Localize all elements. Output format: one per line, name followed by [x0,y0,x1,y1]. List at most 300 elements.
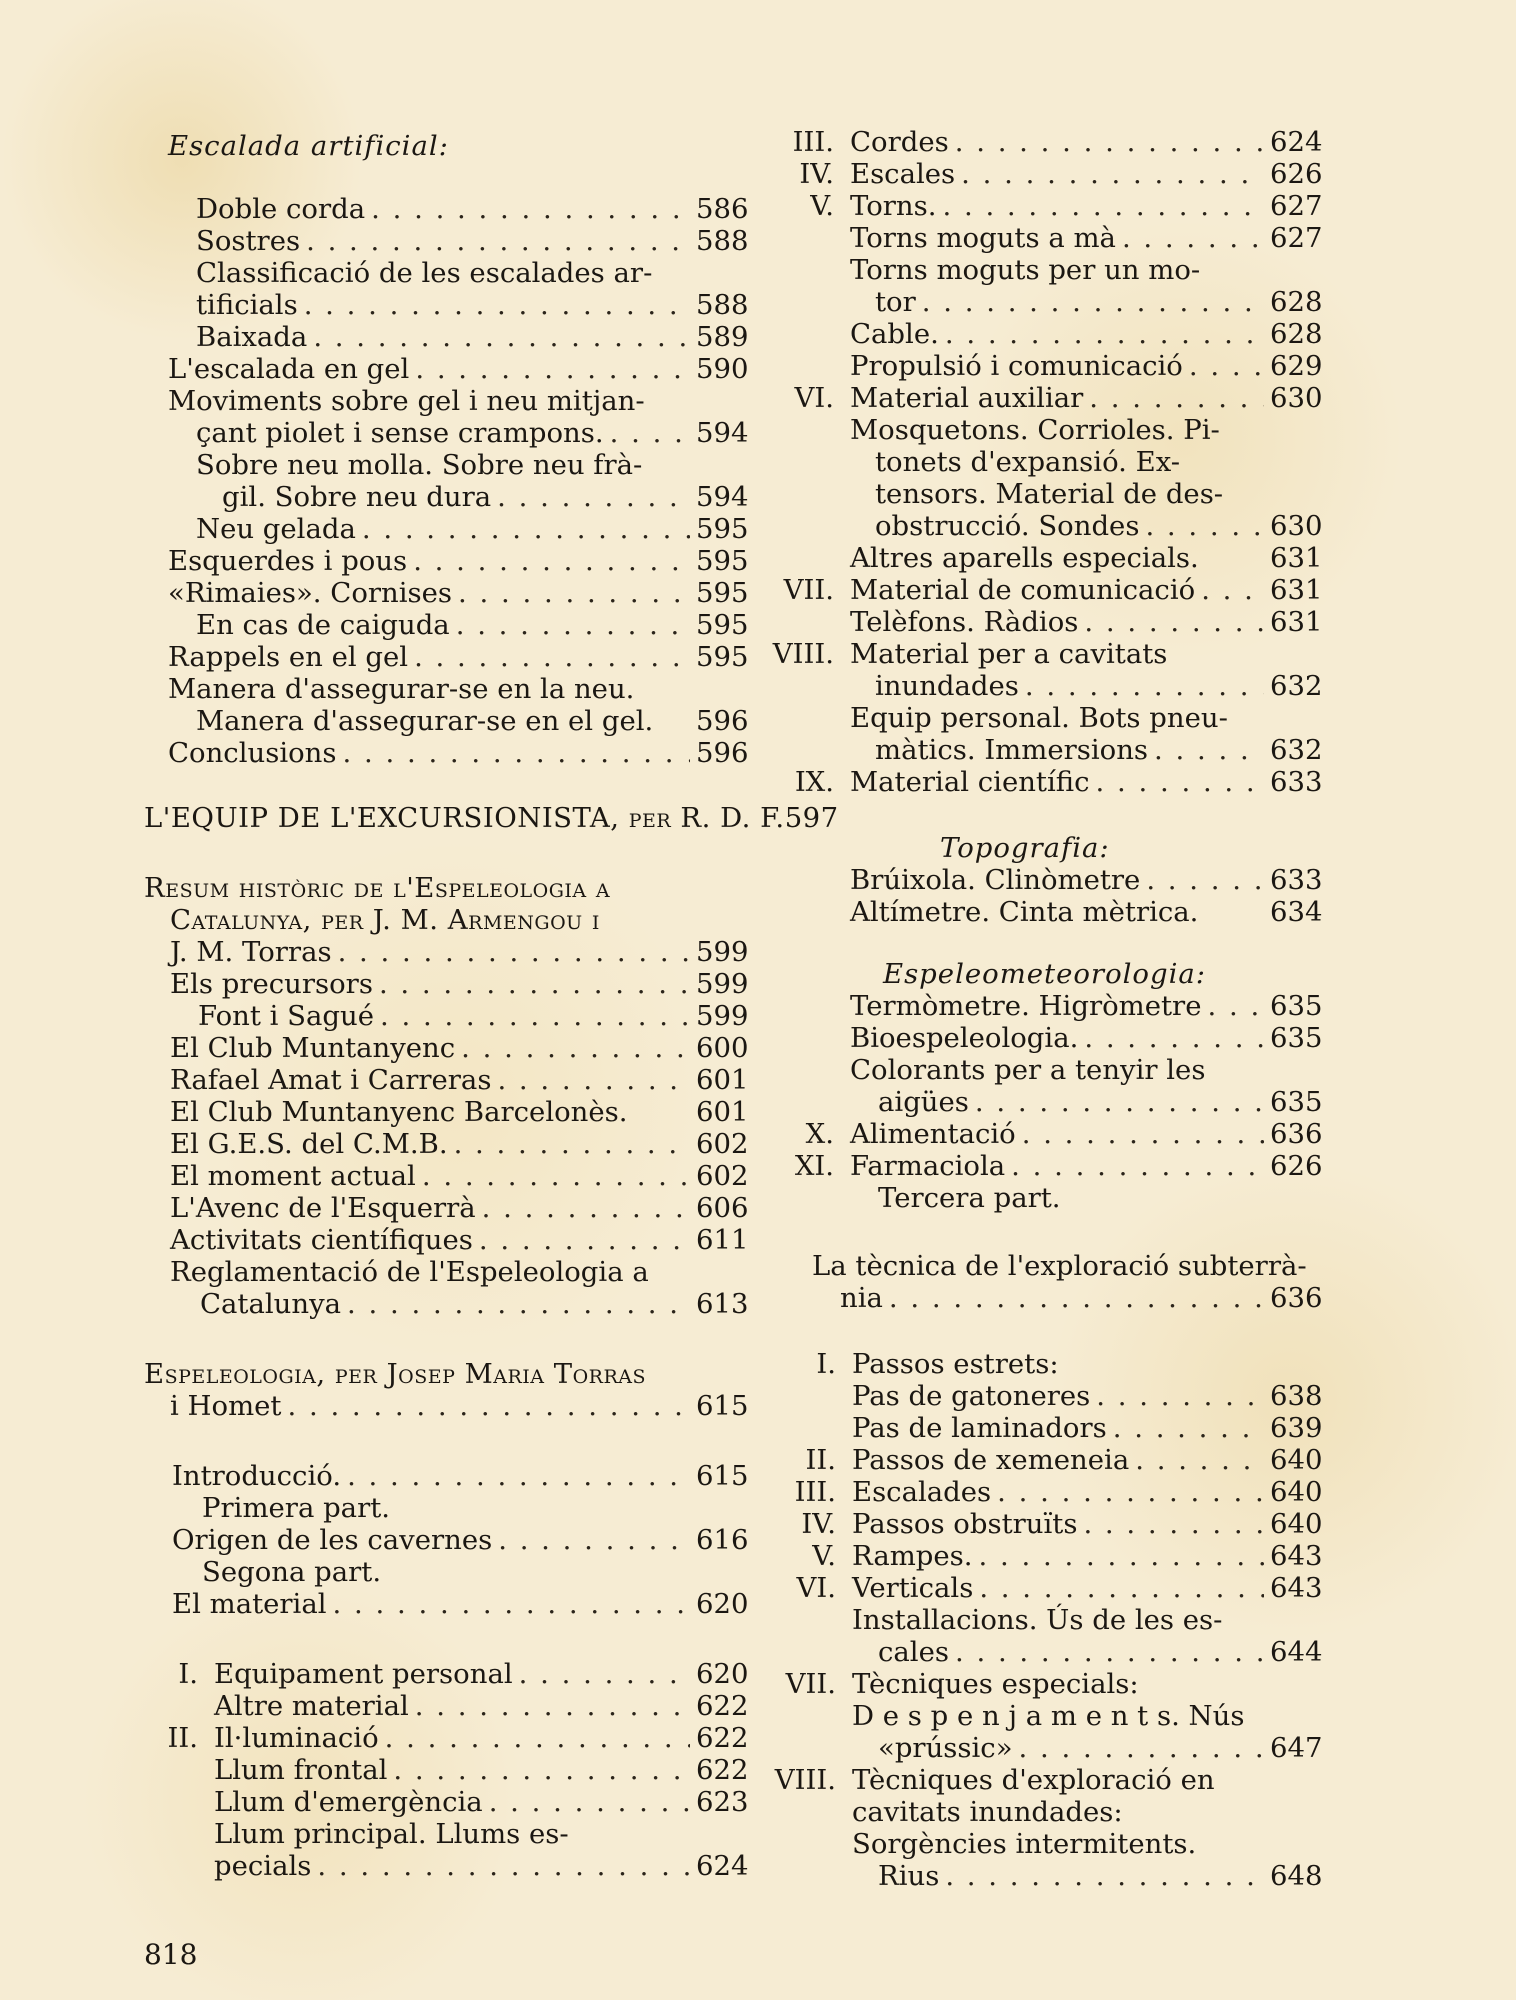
page-ref: 624 [1270,126,1323,158]
page-ref: 615 [696,1460,749,1492]
toc-entry [129,1786,749,1818]
entry-title: «prússic» [878,1732,1013,1764]
toc-entry [790,670,1323,702]
toc-entry [170,1160,749,1192]
dot-leader [479,1224,690,1256]
dot-leader [955,126,1264,158]
entry-title: Altre material [214,1690,409,1722]
toc-entry [765,222,1323,254]
dot-leader [945,318,1264,350]
toc-entry [765,864,1323,896]
entry-title: cales [878,1636,949,1668]
toc-entry [172,1588,749,1620]
toc-entry [196,289,749,321]
toc-entry [172,1460,749,1492]
entry-title: Escalades [852,1476,992,1508]
dot-leader [1207,990,1264,1022]
toc-entry [168,353,749,385]
toc-entry [765,1118,1323,1150]
toc-entry [170,1064,749,1096]
dot-leader [338,936,690,968]
toc-entry [812,1250,1316,1282]
page-ref: 647 [1270,1732,1323,1764]
toc-entry [767,1796,1316,1828]
section-numeral: III. [794,1476,836,1508]
entry-title: Baixada [196,321,308,353]
dot-leader [498,1524,690,1556]
entry-title: gil. Sobre neu dura [222,481,492,513]
toc-heading: Espeleometeorologia: [883,958,1207,990]
toc-entry [168,385,742,417]
page-ref: 601 [696,1064,749,1096]
entry-title: i Homet [170,1390,282,1422]
page-ref: 599 [696,968,749,1000]
toc-entry [129,1722,749,1754]
toc-entry [790,478,1316,510]
section-numeral: VI. [796,1572,836,1604]
dot-leader [333,1588,690,1620]
dot-leader [497,1064,690,1096]
toc-entry [765,1022,1323,1054]
toc-entry [765,158,1323,190]
dot-leader [489,1786,690,1818]
page-ref: 599 [696,1000,749,1032]
entry-title: Llum d'emergència [214,1786,483,1818]
dot-leader [889,1282,1264,1314]
entry-title: Catalunya, per J. M. Armengou i [170,904,600,936]
section-numeral: I. [816,1348,836,1380]
page-ref: 636 [1270,1118,1323,1150]
entry-title: Resum històric de l'Espeleologia a [144,872,611,904]
dot-leader [922,286,1264,318]
page-ref: 613 [696,1288,749,1320]
entry-title: Segona part. [202,1556,382,1588]
dot-leader [1083,1508,1264,1540]
toc-entry [222,481,749,513]
toc-entry [202,1492,742,1524]
page-ref: 640 [1270,1508,1323,1540]
entry-title: Cordes [850,126,949,158]
dot-leader [997,1476,1264,1508]
section-numeral: II. [167,1722,198,1754]
dot-leader [942,190,1264,222]
toc-entry [765,574,1323,606]
entry-title: Passos obstruïts [852,1508,1078,1540]
entry-title: Doble corda [196,193,366,225]
dot-leader [975,1086,1264,1118]
toc-entry [793,1182,1316,1214]
entry-title: El moment actual [170,1160,416,1192]
dot-leader [1025,670,1264,702]
toc-entry [129,1754,749,1786]
entry-title: L'Avenc de l'Esquerrà [170,1192,476,1224]
toc-entry [196,321,749,353]
page-ref: 640 [1270,1476,1323,1508]
entry-title: tensors. Material de des- [875,478,1224,510]
entry-title: D e s p e n j a m e n t s. Nús [852,1700,1245,1732]
toc-entry [767,1604,1316,1636]
page-ref: 615 [696,1390,749,1422]
entry-title: Classificació de les escalades ar- [196,257,653,289]
entry-title: Verticals [852,1572,974,1604]
entry-title: cavitats inundades: [852,1796,1123,1828]
toc-entry [790,510,1323,542]
toc-entry [767,1508,1323,1540]
section-numeral: V. [810,190,834,222]
page-ref: 586 [696,193,749,225]
entry-title: Material científic [850,766,1090,798]
entry-title: tonets d'expansió. Ex- [875,446,1181,478]
page-ref: 590 [696,353,749,385]
dot-leader [413,545,690,577]
dot-leader [1122,222,1264,254]
toc-entry [200,1288,749,1320]
page-ref: 638 [1270,1380,1323,1412]
dot-leader [1011,1150,1264,1182]
dot-leader [414,641,690,673]
page-ref: 630 [1270,510,1323,542]
entry-title: Farmaciola [850,1150,1006,1182]
toc-entry [170,1192,749,1224]
dot-leader [1084,1022,1264,1054]
entry-title: Els precursors [170,968,373,1000]
heading-text: L'EQUIP DE L'EXCURSIONISTA, per R. D. F. [144,802,785,834]
page-ref: 622 [696,1722,749,1754]
toc-entry [765,1054,1316,1086]
page-ref: 636 [1270,1282,1323,1314]
dot-leader [1096,766,1264,798]
entry-title: Sostres [196,225,301,257]
entry-title: Font i Sagué [198,1000,374,1032]
toc-entry [765,382,1323,414]
entry-title: Llum principal. Llums es- [214,1818,569,1850]
toc-entry [767,1412,1323,1444]
dot-leader [287,1390,690,1422]
entry-title: Catalunya [200,1288,342,1320]
entry-title: Torns. [850,190,937,222]
toc-entry [170,904,742,936]
entry-title: Torns moguts a mà [850,222,1116,254]
toc-entry [170,1096,749,1128]
page-number: 818 [144,1938,198,1971]
page-ref: 630 [1270,382,1323,414]
page-ref: 626 [1270,1150,1323,1182]
dot-leader [497,481,690,513]
page-ref: 626 [1270,158,1323,190]
entry-title: L'escalada en gel [168,353,410,385]
toc-entry [790,734,1323,766]
page-ref: 616 [696,1524,749,1556]
dot-leader [317,1850,690,1882]
toc-entry [196,225,749,257]
dot-leader [347,1288,690,1320]
section-numeral: III. [792,126,834,158]
entry-title: Tècniques d'exploració en [852,1764,1215,1796]
section-numeral: IV. [801,1508,836,1540]
toc-entry [168,545,749,577]
page-ref: 644 [1270,1636,1323,1668]
toc-entry [168,641,749,673]
entry-title: Termòmetre. Higròmetre [850,990,1202,1022]
toc-entry [196,513,749,545]
dot-leader [385,1722,690,1754]
entry-title: Equip personal. Bots pneu- [850,702,1228,734]
page-ref: 594 [696,481,749,513]
page-ref: 643 [1270,1572,1323,1604]
toc-entry [170,1224,749,1256]
entry-title: El material [172,1588,327,1620]
entry-title: Material per a cavitats [850,638,1168,670]
toc-entry [765,190,1323,222]
dot-leader [1096,1380,1264,1412]
toc-entry [170,1128,749,1160]
entry-title: Moviments sobre gel i neu mitjan- [168,385,645,417]
dot-leader [456,609,690,641]
toc-entry [767,1700,1316,1732]
entry-title: El Club Muntanyenc [170,1032,456,1064]
entry-title: El Club Muntanyenc Barcelonès. [170,1096,628,1128]
toc-entry [168,737,749,769]
page-ref: 620 [696,1658,749,1690]
entry-title: Installacions. Ús de les es- [852,1604,1223,1636]
entry-title: Conclusions [168,737,337,769]
section-numeral: XI. [794,1150,834,1182]
toc-entry [790,286,1323,318]
page-ref: 600 [696,1032,749,1064]
toc-entry [793,1636,1323,1668]
toc-entry [767,1444,1323,1476]
dot-leader [1019,1732,1264,1764]
page-ref: 597 [784,802,839,834]
dot-leader [610,417,690,449]
dot-leader [1145,510,1264,542]
section-numeral: V. [812,1540,836,1572]
page-ref: 640 [1270,1444,1323,1476]
toc-entry [793,1086,1323,1118]
entry-title: pecials [214,1850,312,1882]
dot-leader [1113,1412,1264,1444]
toc-entry [196,257,742,289]
entry-title: Rius [878,1860,940,1892]
toc-entry [170,1032,749,1064]
entry-title: Rafael Amat i Carreras [170,1064,492,1096]
entry-title: aigües [878,1086,969,1118]
dot-leader [461,1032,690,1064]
entry-title: Torns moguts per un mo- [850,254,1201,286]
entry-title: nia [840,1282,883,1314]
toc-entry [765,702,1316,734]
dot-leader [454,1128,690,1160]
toc-entry [196,417,749,449]
entry-title: Mosquetons. Corrioles. Pi- [850,414,1220,446]
toc-heading: Escalada artificial: [168,130,449,162]
toc-entry [767,1572,1323,1604]
entry-title: En cas de caiguda [196,609,450,641]
entry-title: Passos estrets: [852,1348,1059,1380]
entry-title: Material de comunicació [850,574,1196,606]
toc-entry [765,318,1323,350]
entry-title: obstrucció. Sondes [875,510,1140,542]
toc-entry [144,1358,742,1390]
dot-leader [1189,350,1264,382]
page-ref: 622 [696,1690,749,1722]
toc-entry [790,446,1316,478]
page-ref: 632 [1270,670,1323,702]
page-ref: 622 [696,1754,749,1786]
section-numeral: VII. [785,1668,836,1700]
section-numeral: VIII. [774,1764,836,1796]
page-ref: 631 [1270,574,1323,606]
toc-entry [196,193,749,225]
entry-title: Propulsió i comunicació [850,350,1183,382]
dot-leader [422,1160,690,1192]
dot-leader [304,289,690,321]
toc-entry [767,1380,1323,1412]
page-ref: 639 [1270,1412,1323,1444]
toc-entry [765,990,1323,1022]
page-ref: 635 [1270,990,1323,1022]
entry-title: Neu gelada [196,513,356,545]
toc-entry [767,1348,1316,1380]
entry-title: Sorgències intermitents. [852,1828,1197,1860]
dot-leader [458,577,690,609]
page-ref: 635 [1270,1022,1323,1054]
page-ref: 595 [696,577,749,609]
page-ref: 599 [696,936,749,968]
entry-title: Brúixola. Clinòmetre [850,864,1141,896]
entry-title: Il·luminació [214,1722,379,1754]
entry-title: El G.E.S. del C.M.B. [170,1128,448,1160]
toc-entry [767,1668,1316,1700]
page-ref: 631 [1270,542,1323,574]
dot-leader [379,968,690,1000]
entry-title: Esquerdes i pous [168,545,408,577]
dot-leader [380,1000,690,1032]
page-ref: 648 [1270,1860,1323,1892]
toc-entry [168,673,742,705]
dot-leader [945,1860,1264,1892]
dot-leader [347,1460,690,1492]
entry-title: Activitats científiques [170,1224,473,1256]
page-ref: 588 [696,289,749,321]
entry-title: Sobre neu molla. Sobre neu frà- [196,449,643,481]
toc-entry [765,1150,1323,1182]
toc-entry [196,705,749,737]
dot-leader [343,737,690,769]
toc-entry [196,609,749,641]
entry-title: Escales [850,158,956,190]
entry-title: Reglamentació de l'Espeleologia a [170,1256,649,1288]
entry-title: Pas de laminadors [852,1412,1107,1444]
toc-entry [170,968,749,1000]
page-ref: 627 [1270,190,1323,222]
dot-leader [482,1192,690,1224]
dot-leader [1089,382,1264,414]
section-numeral: IV. [799,158,834,190]
dot-leader [1201,574,1264,606]
entry-title: Manera d'assegurar-se en el gel. [196,705,654,737]
entry-title: çant piolet i sense crampons. [196,417,604,449]
page-ref: 629 [1270,350,1323,382]
entry-title: tificials [196,289,298,321]
page-ref: 595 [696,513,749,545]
entry-title: Rampes. [852,1540,973,1572]
toc-heading: Topografia: [940,832,1110,864]
page-ref: 589 [696,321,749,353]
page-ref: 606 [696,1192,749,1224]
toc-entry [168,577,749,609]
entry-title: Equipament personal [214,1658,513,1690]
page-ref: 595 [696,641,749,673]
dot-leader [393,1754,690,1786]
page-ref: 595 [696,545,749,577]
dot-leader [415,353,690,385]
entry-title: Bioespeleologia. [850,1022,1079,1054]
section-numeral: VII. [783,574,834,606]
entry-title: Tècniques especials: [852,1668,1139,1700]
entry-title: Primera part. [202,1492,391,1524]
toc-entry [198,1000,749,1032]
section-numeral: VIII. [772,638,834,670]
section-numeral: II. [805,1444,836,1476]
dot-leader [1084,606,1264,638]
dot-leader [961,158,1264,190]
entry-title: Cable. [850,318,939,350]
dot-leader [1146,864,1264,896]
dot-leader [979,1540,1264,1572]
toc-entry [170,1256,742,1288]
toc-entry [144,872,742,904]
page-ref: 602 [696,1128,749,1160]
page-ref: 623 [696,1786,749,1818]
entry-title: Introducció. [172,1460,342,1492]
page-ref: 633 [1270,864,1323,896]
dot-leader [1022,1118,1264,1150]
toc-entry [765,126,1323,158]
page-ref: 628 [1270,286,1323,318]
entry-title: Material auxiliar [850,382,1084,414]
toc-entry [767,1540,1323,1572]
toc-entry [129,1690,749,1722]
toc-entry [765,638,1316,670]
toc-entry [170,936,749,968]
toc-entry [765,254,1316,286]
toc-entry [202,1556,742,1588]
entry-title: Rappels en el gel [168,641,409,673]
entry-title: J. M. Torras [170,936,332,968]
page-ref: 634 [1270,896,1323,928]
section-numeral: IX. [794,766,834,798]
toc-entry [840,1282,1323,1314]
entry-title: «Rimaies». Cornises [168,577,453,609]
toc-heading [144,802,839,834]
toc-entry [767,1476,1323,1508]
dot-leader [306,225,690,257]
page-ref: 596 [696,737,749,769]
toc-entry [172,1524,749,1556]
entry-title: Altres aparells especials. [850,542,1199,574]
entry-title: Altímetre. Cinta mètrica. [850,896,1199,928]
entry-title: màtics. Immersions [875,734,1149,766]
page-ref: 595 [696,609,749,641]
toc-entry [793,1732,1323,1764]
toc-entry [129,1850,749,1882]
entry-title: Passos de xemeneia [852,1444,1130,1476]
entry-title: Alimentació [850,1118,1016,1150]
dot-leader [371,193,690,225]
toc-entry [765,350,1323,382]
section-numeral: I. [178,1658,198,1690]
